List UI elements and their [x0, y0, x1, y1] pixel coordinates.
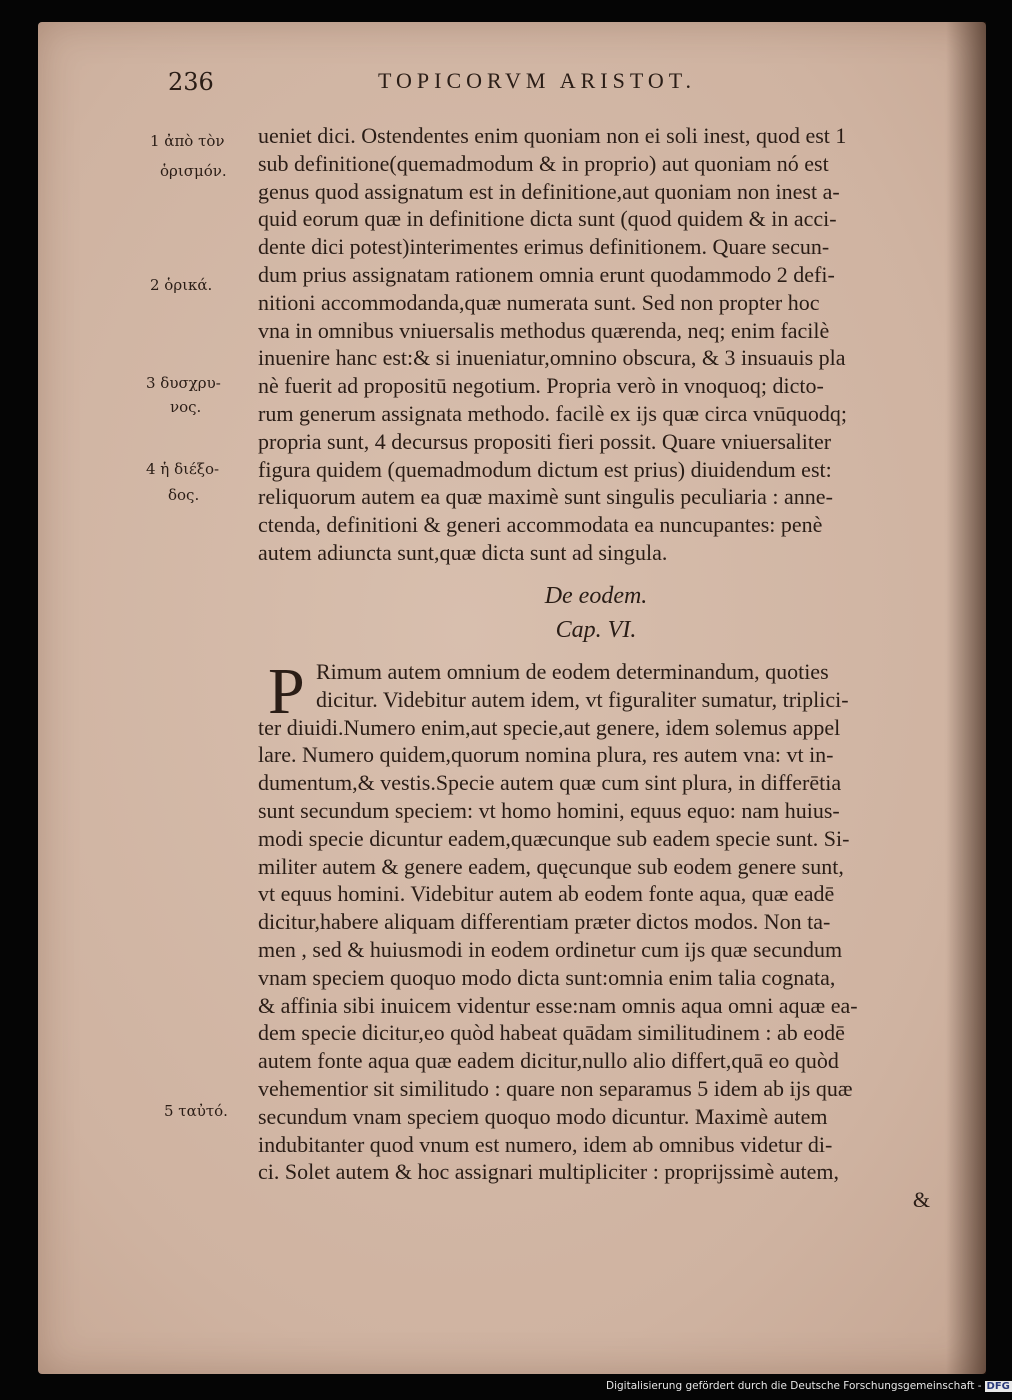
text-line: genus quod assignatum est in definitione,aut quoniam non inest a-: [258, 178, 840, 204]
text-line: sub definitione(quemadmodum & in proprio) aut quoniam nó est: [258, 150, 829, 176]
page-gutter-shadow: [946, 22, 986, 1374]
chapter-title: Cap. VI.: [555, 616, 637, 643]
text-line: inuenire hanc est:& si inueniatur,omnino obscura, & 3 insuauis pla: [258, 345, 846, 371]
text-line: ci. Solet autem & hoc assignari multipliciter : proprijssimè autem,: [258, 1159, 840, 1185]
page-header: [168, 68, 878, 108]
text-line: vehementior sit similitudo : quare non separamus 5 idem ab ijs quæ: [258, 1075, 853, 1101]
running-head: TOPICORVM ARISTOT.: [378, 68, 697, 93]
text-line: vnam speciem quoquo modo dicta sunt:omnia enim talia cognata,: [258, 964, 836, 990]
text-line: ctenda, definitioni & generi accommodata ea nuncupantes: penè: [258, 512, 823, 538]
margin-note: νος.: [170, 398, 202, 416]
text-line: lare. Numero quidem,quorum nomina plura, res autem vna: vt in-: [258, 742, 834, 768]
page-number: 236: [168, 68, 214, 96]
text-line: propria sunt, 4 decursus propositi fieri possit. Quare vniuersaliter: [258, 428, 832, 454]
text-line: & affinia sibi inuicem videntur esse:nam omnis aqua omni aquæ ea-: [258, 992, 858, 1018]
text-line: modi specie dicuntur eadem,quæcunque sub eadem specie sunt. Si-: [258, 825, 850, 851]
dfg-logo: DFG: [986, 1381, 1010, 1392]
section-one-text: [258, 122, 934, 647]
margin-note: ὁρισμόν.: [160, 162, 227, 180]
margin-note: δος.: [168, 486, 200, 504]
text-line: sunt secundum speciem: vt homo homini, equus equo: nam huius-: [258, 797, 840, 823]
text-line: men , sed & huiusmodi in eodem ordinetur cum ijs quæ secundum: [258, 936, 843, 962]
text-line: ter diuidi.Numero enim,aut specie,aut genere, idem solemus appel: [258, 714, 841, 740]
text-line: ueniet dici. Ostendentes enim quoniam non ei soli inest, quod est 1: [258, 123, 847, 148]
text-line: indubitanter quod vnum est numero, idem ab omnibus videtur di-: [258, 1131, 833, 1157]
text-line: autem adiuncta sunt,quæ dicta sunt ad singula.: [258, 539, 668, 565]
text-line: nè fuerit ad propositū negotium. Propria verò in vnoquoq; dicto-: [258, 373, 824, 399]
text-line: rum generum assignata methodo. facilè ex ijs quæ circa vnūquodq;: [258, 400, 847, 426]
section-two-text: [258, 655, 934, 1214]
text-line: autem fonte aqua quæ eadem dicitur,nullo alio differt,quā eo quòd: [258, 1048, 839, 1074]
margin-note: 5 ταὐτό.: [164, 1102, 228, 1120]
text-line: figura quidem (quemadmodum dictum est prius) diuidendum est:: [258, 456, 832, 482]
text-line: dumentum,& vestis.Specie autem quæ cum sint plura, in differētia: [258, 770, 842, 796]
text-line: nitioni accommodanda,quæ numerata sunt. Sed non propter hoc: [258, 289, 820, 315]
text-line: dem specie dicitur,eo quòd habeat quādam similitudinem : ab eodē: [258, 1020, 845, 1046]
text-line: reliquorum autem ea quæ maximè sunt singulis peculiaria : anne-: [258, 484, 833, 510]
text-line: quid eorum quæ in definitione dicta sunt (quod quidem & in acci-: [258, 206, 837, 232]
text-line: dicitur,habere aliquam differentiam præter dictos modos. Non ta-: [258, 909, 831, 935]
text-line: Rimum autem omnium de eodem determinandum, quoties: [316, 659, 829, 684]
footer-text: Digitalisierung gefördert durch die Deutsche Forschungsgemeinschaft -: [606, 1380, 982, 1392]
margin-note: 2 ὁρικά.: [150, 276, 213, 294]
text-line: dum prius assignatam rationem omnia erunt quodammodo 2 defi-: [258, 261, 835, 287]
margin-note: 4 ἡ διέξο-: [146, 460, 220, 478]
margin-note: 3 δυσχρυ-: [146, 374, 221, 392]
footer-credit: [606, 1380, 1012, 1392]
text-line: vna in omnibus vniuersalis methodus quærenda, neq; enim facilè: [258, 317, 830, 343]
drop-capital: P: [268, 655, 305, 728]
section-title: De eodem.: [544, 582, 648, 609]
text-line: secundum vnam speciem quoquo modo dicuntur. Maximè autem: [258, 1103, 828, 1129]
text-line: vt equus homini. Videbitur autem ab eodem fonte aqua, quæ eadē: [258, 881, 835, 907]
catchword: &: [912, 1187, 930, 1213]
text-line: dicitur. Videbitur autem idem, vt figuraliter sumatur, triplici-: [316, 686, 849, 712]
text-line: militer autem & genere eadem, quęcunque sub eodem genere sunt,: [258, 853, 844, 879]
margin-note: 1 ἀπὸ τὸν: [150, 132, 225, 150]
text-line: dente dici potest)interimentes erimus definitionem. Quare secun-: [258, 234, 830, 260]
